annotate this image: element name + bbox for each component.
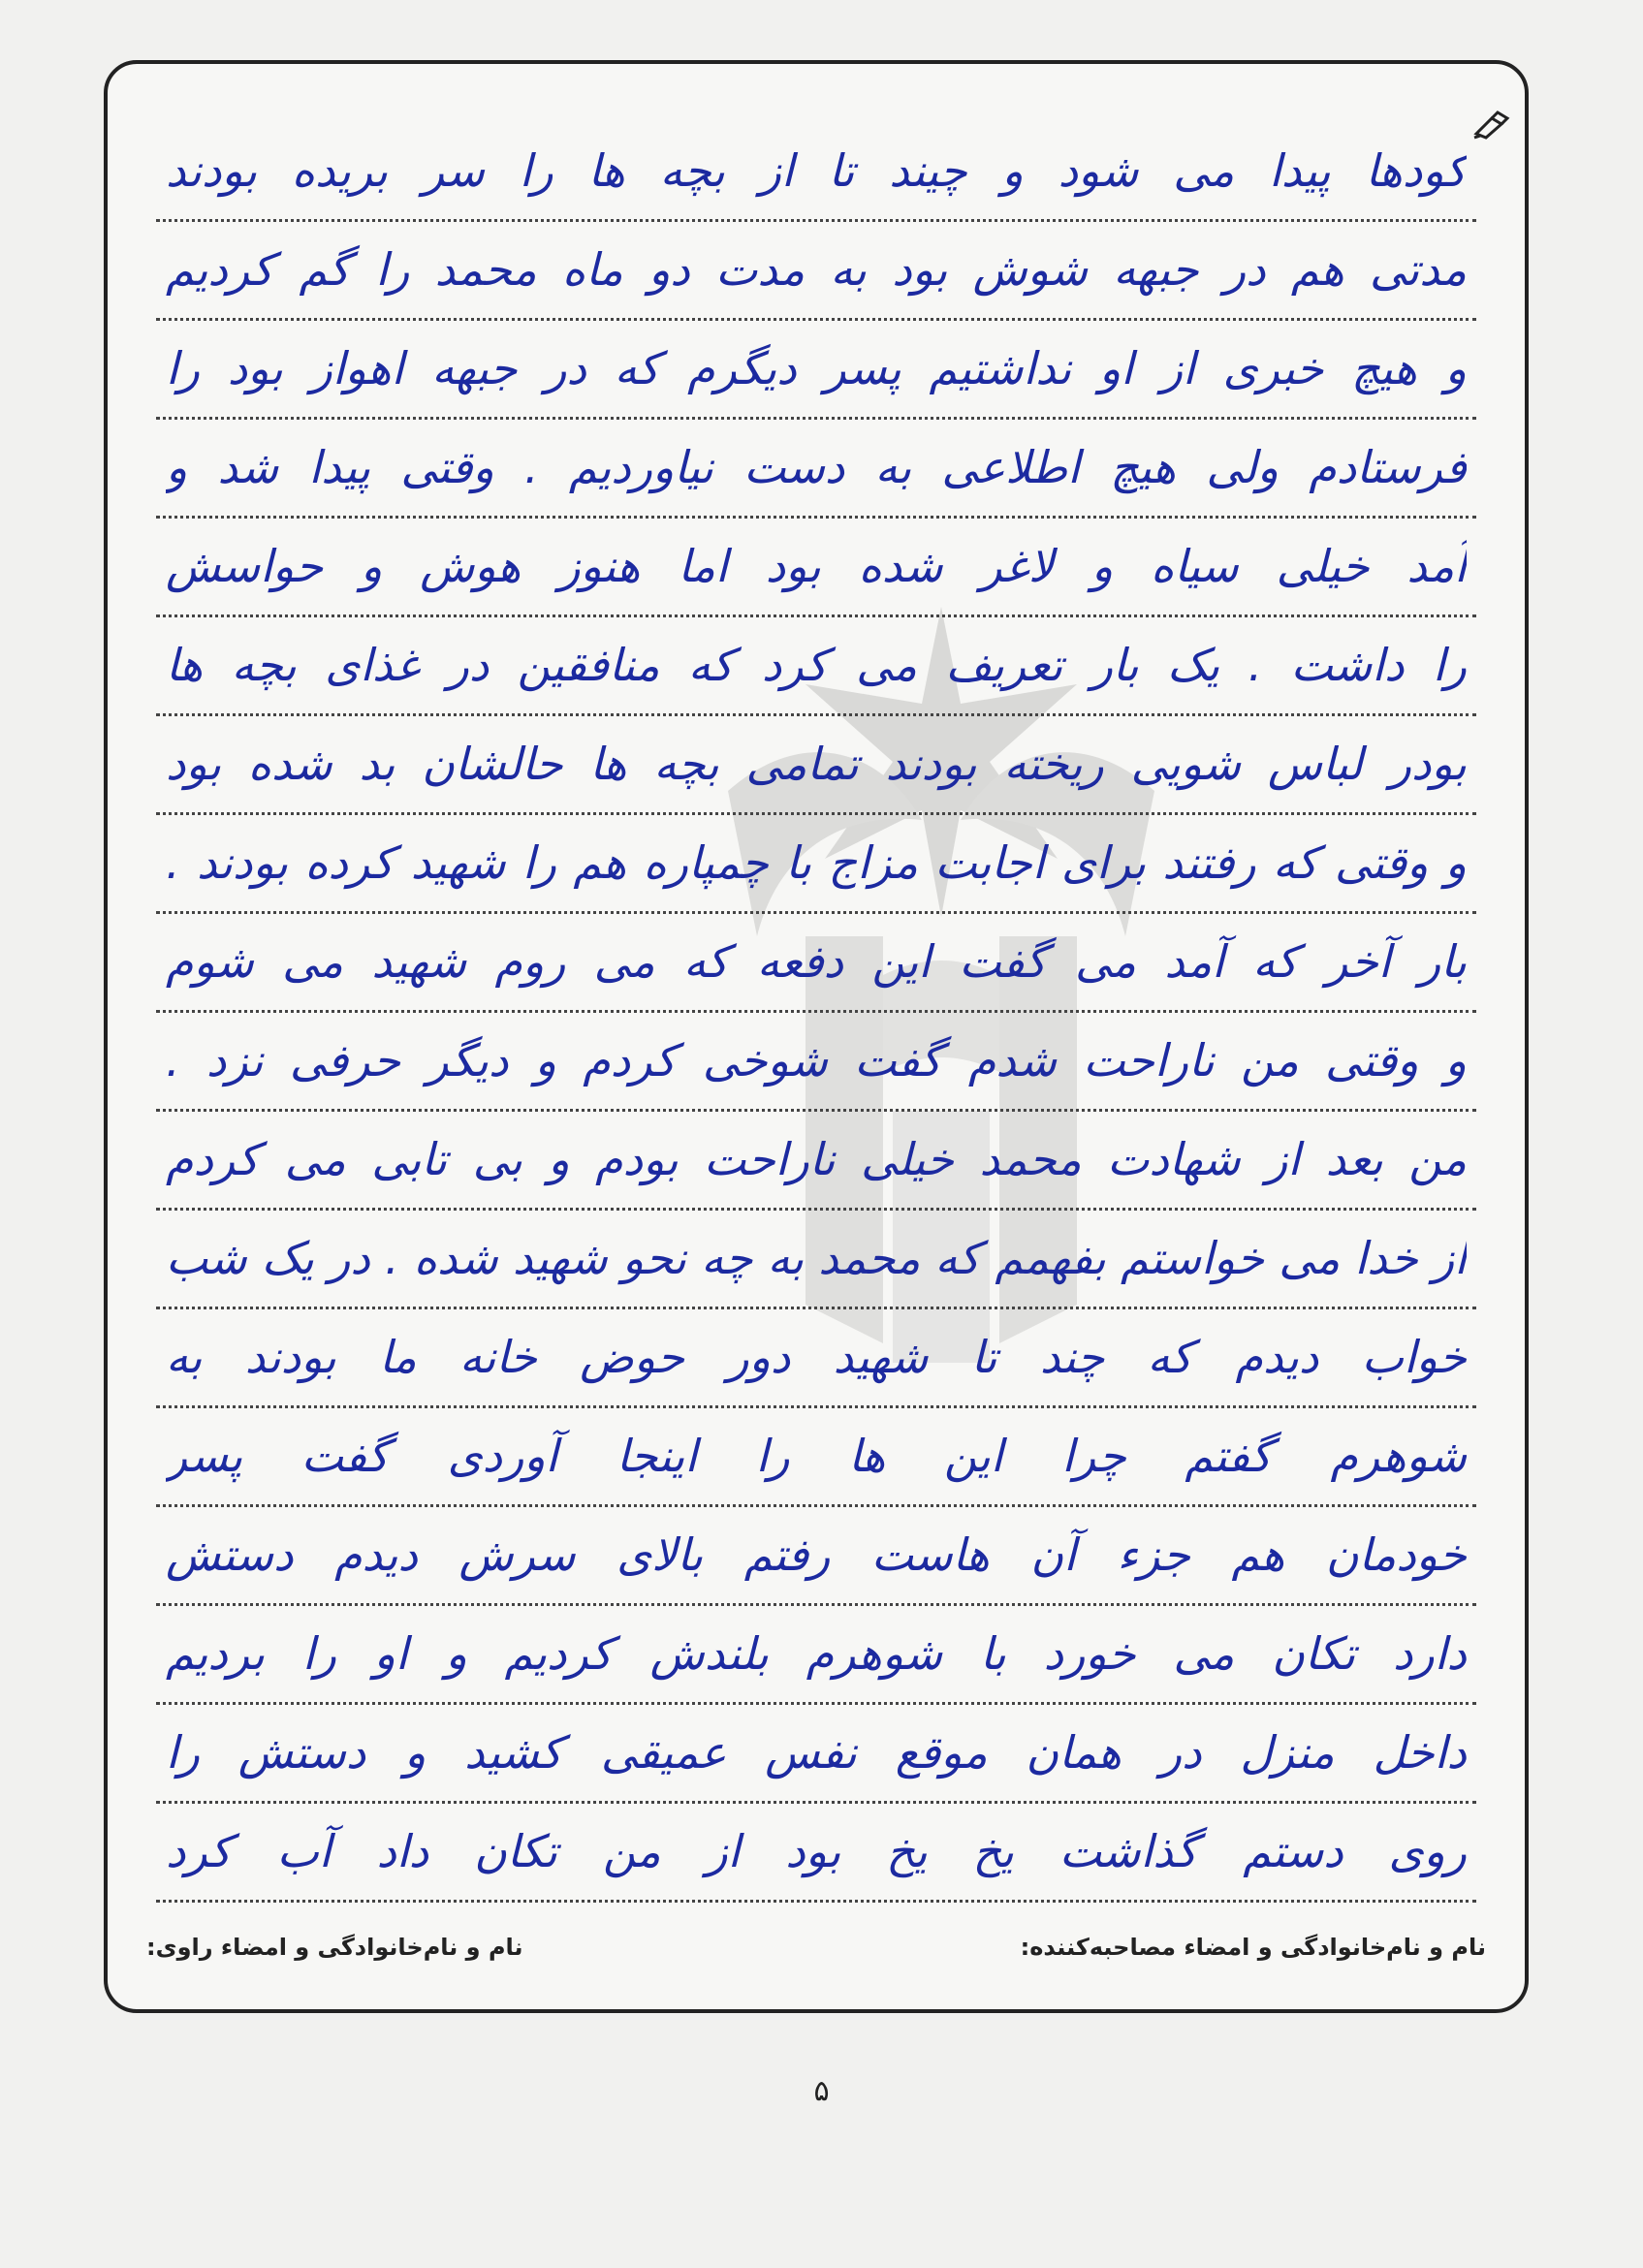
handwritten-line: و وقتی که رفتند برای اجابت مزاج با چمپاره هم را شهید کرده بودند . xyxy=(166,836,1467,889)
handwritten-line: و هیچ خبری از او نداشتیم پسر دیگرم که در جبهه اهواز بود را xyxy=(166,342,1467,394)
handwritten-line: خواب دیدم که چند تا شهید دور حوض خانه ما بودند به xyxy=(166,1331,1467,1383)
handwritten-line: خودمان هم جزء آن هاست رفتم بالای سرش دیدم دستش xyxy=(166,1528,1467,1581)
handwritten-text-area xyxy=(156,122,1476,1944)
narrator-signature-label: نام و نام‌خانوادگی و امضاء راوی: xyxy=(146,1934,523,1961)
handwritten-line: فرستادم ولی هیچ اطلاعی به دست نیاوردیم . وقتی پیدا شد و xyxy=(166,441,1467,493)
handwritten-line: روی دستم گذاشت یخ یخ بود از من تکان داد آب کرد xyxy=(166,1825,1467,1877)
handwritten-line: آمد خیلی سیاه و لاغر شده بود اما هنوز هوش و حواسش xyxy=(166,540,1467,592)
handwritten-line: از خدا می خواستم بفهمم که محمد به چه نحو شهید شده . در یک شب xyxy=(166,1232,1467,1284)
handwritten-line: و وقتی من ناراحت شدم گفت شوخی کردم و دیگر حرفی نزد . xyxy=(166,1034,1467,1087)
pen-icon xyxy=(1472,110,1511,140)
page-number: ۵ xyxy=(813,2074,830,2108)
handwritten-line: را داشت . یک بار تعریف می کرد که منافقین در غذای بچه ها xyxy=(166,639,1467,691)
handwritten-line: بودر لباس شویی ریخته بودند تمامی بچه ها حالشان بد شده بود xyxy=(166,738,1467,790)
interviewer-signature-label: نام و نام‌خانوادگی و امضاء مصاحبه‌کننده: xyxy=(1020,1934,1486,1961)
handwritten-line: کودها پیدا می شود و چیند تا از بچه ها را سر بریده بودند xyxy=(166,144,1467,197)
handwritten-line: شوهرم گفتم چرا این ها را اینجا آوردی گفت پسر xyxy=(166,1430,1467,1482)
ruled-line xyxy=(156,1900,1476,1903)
handwritten-line: مدتی هم در جبهه شوش بود به مدت دو ماه محمد را گم کردیم xyxy=(166,243,1467,296)
handwritten-line: دارد تکان می خورد با شوهرم بلندش کردیم و او را بردیم xyxy=(166,1627,1467,1680)
handwritten-line: بار آخر که آمد می گفت این دفعه که می روم شهید می شوم xyxy=(166,935,1467,988)
signature-footer xyxy=(146,1934,1486,1972)
handwritten-line: من بعد از شهادت محمد خیلی ناراحت بودم و بی تابی می کردم xyxy=(166,1133,1467,1185)
page-frame xyxy=(104,60,1529,2013)
handwritten-line: داخل منزل در همان موقع نفس عمیقی کشید و دستش را xyxy=(166,1726,1467,1779)
